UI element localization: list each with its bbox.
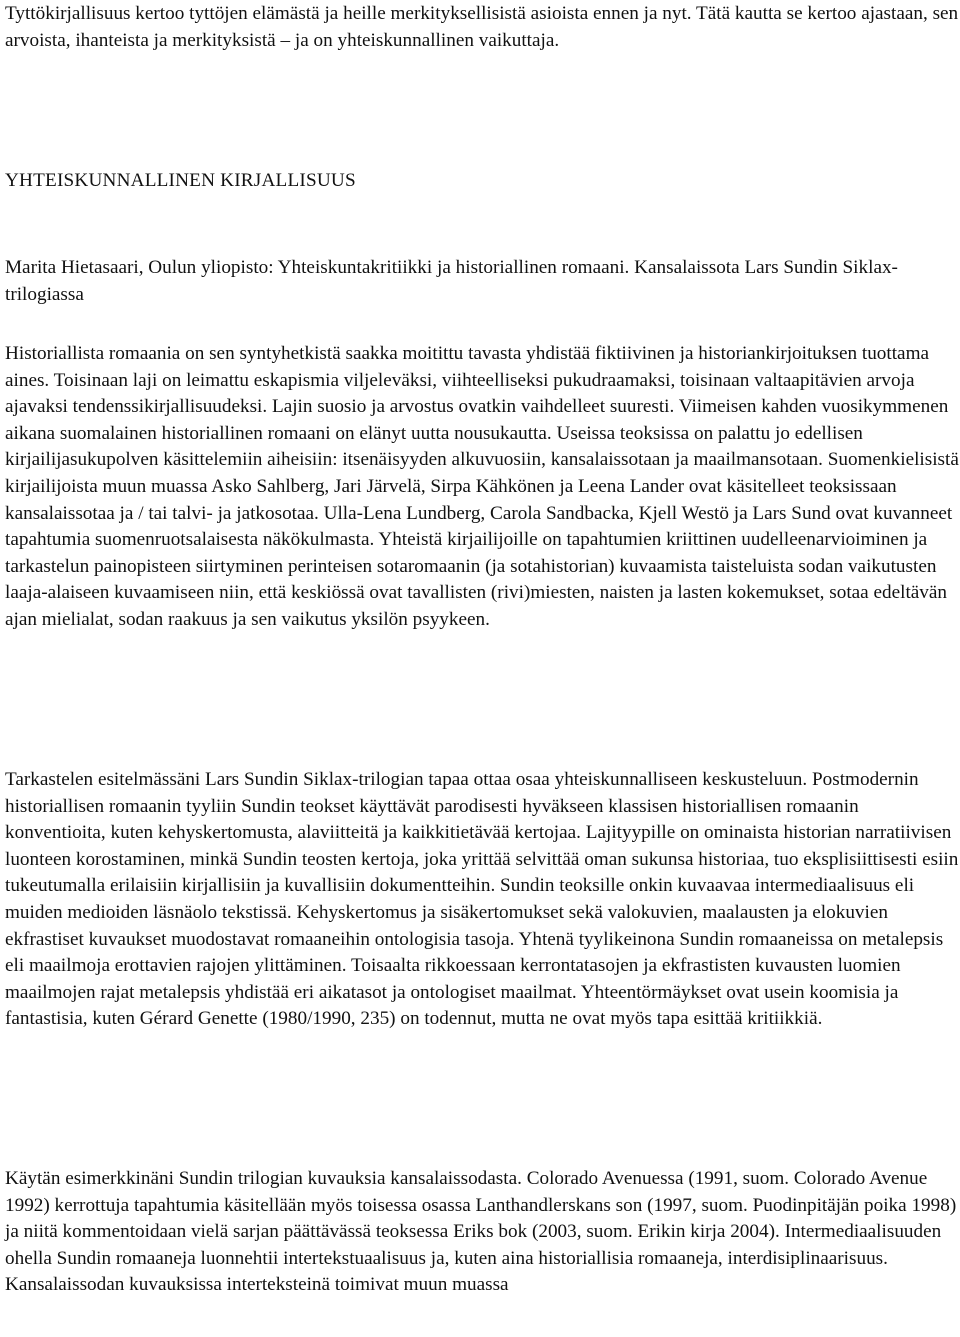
intro-paragraph: Tyttökirjallisuus kertoo tyttöjen elämästä ja heille merkityksellisistä asioista ennen ja nyt. Tätä kautta se kertoo ajastaan, sen arvoista, ihanteista ja merkityksistä – ja on yhteiskunnallinen vaikuttaja.: [5, 3, 959, 51]
body-paragraph-3: Käytän esimerkkinäni Sundin trilogian kuvauksia kansalaissodasta. Colorado Avenuessa (1991, suom. Colorado Avenue 1992) kerrottuja tapahtumia käsitellään myös toisessa osassa Lanthandlerskans son (1997, suom. Puodinpitäjän poika 1998) ja niitä kommentoidaan vielä sarjan päättävässä teoksessa Eriks bok (2003, suom. Erikin kirja 2004). Intermediaalisuuden ohella Sundin romaaneja luonnehtii intertekstuaalisuus ja, kuten aina historiallisia romaaneja, interdisiplinaarisuus. Kansalaissodan kuvauksissa interteksteinä toimivat muun muassa: [5, 1168, 957, 1296]
body-paragraph-2: Tarkastelen esitelmässäni Lars Sundin Siklax-trilogian tapaa ottaa osaa yhteiskunnalliseen keskusteluun. Postmodernin historiallisen romaanin tyyliin Sundin teokset käyttävät parodisesti hyväkseen klassisen historiallisen romaanin konventioita, kuten kehyskertomusta, alaviitteitä ja kaikkitietävää kertojaa. Lajityypille on ominaista historian narratiivisen luonteen korostaminen, minkä Sundin teosten kertoja, joka yrittää selvittää oman sukunsa historiaa, tuo eksplisiittisesti esiin tukeutumalla erilaisiin kirjallisiin ja kuvallisiin dokumentteihin. Sundin teoksille onkin kuvaavaa intermediaalisuus eli muiden medioiden läsnäolo tekstissä. Kehyskertomus ja sisäkertomukset sekä valokuvien, maalausten ja elokuvien ekfrastiset kuvaukset muodostavat romaaneihin ontologisia tasoja. Yhtenä tyylikeinona Sundin romaaneissa on metalepsis eli maailmoja erottavien rajojen ylittäminen. Toisaalta rikkoessaan kerrontatasojen ja ekfrastisten kuvausten luomien maailmojen rajat metalepsis yhdistää eri aikatasot ja ontologiset maailmat. Yhteentörmäykset ovat usein koomisia ja fantastisia, kuten Gérard Genette (1980/1990, 235) on todennut, mutta ne ovat myös tapa esittää kritiikkiä.: [5, 769, 959, 1030]
section-heading: YHTEISKUNNALLINEN KIRJALLISUUS: [5, 170, 356, 191]
citation-line: Marita Hietasaari, Oulun yliopisto: Yhteiskuntakritiikki ja historiallinen romaani. Kansalaissota Lars Sundin Siklax-trilogiassa: [5, 257, 898, 305]
body-paragraph-1: Historiallista romaania on sen syntyhetkistä saakka moitittu tavasta yhdistää fiktiivinen ja historiankirjoituksen tuottama aines. Toisinaan laji on leimattu eskapismia viljeleväksi, viihteelliseksi pukudraamaksi, toisinaan valtaapitävien arvoja ajavaksi tendenssikirjallisuudeksi. Lajin suosio ja arvostus ovatkin vaihdelleet suuresti. Viimeisen kahden vuosikymmenen aikana suomalainen historiallinen romaani on elänyt uutta nousukautta. Useissa teoksissa on palattu jo edellisen kirjailijasukupolven käsittelemiin aiheisiin: itsenäisyyden alkuvuosiin, kansalaissotaan ja maailmansotaan. Suomenkielisistä kirjailijoista muun muassa Asko Sahlberg, Jari Järvelä, Sirpa Kähkönen ja Leena Lander ovat käsitelleet teoksissaan kansalaissotaa ja / tai talvi- ja jatkosotaa. Ulla-Lena Lundberg, Carola Sandbacka, Kjell Westö ja Lars Sund ovat kuvanneet tapahtumia suomenruotsalaisesta näkökulmasta. Yhteistä kirjailijoille on tapahtumien kriittinen uudelleenarvioiminen ja tarkastelun painopisteen siirtyminen perinteisen sotaromaanin (ja sotahistorian) kuvaamista taisteluista sodan vaikutusten laaja-alaiseen kuvaamiseen niin, että keskiössä ovat tavallisten (rivi)miesten, naisten ja lasten kokemukset, sotaa edeltävän ajan mielialat, sodan raakuus ja sen vaikutus yksilön psyykeen.: [5, 343, 959, 630]
